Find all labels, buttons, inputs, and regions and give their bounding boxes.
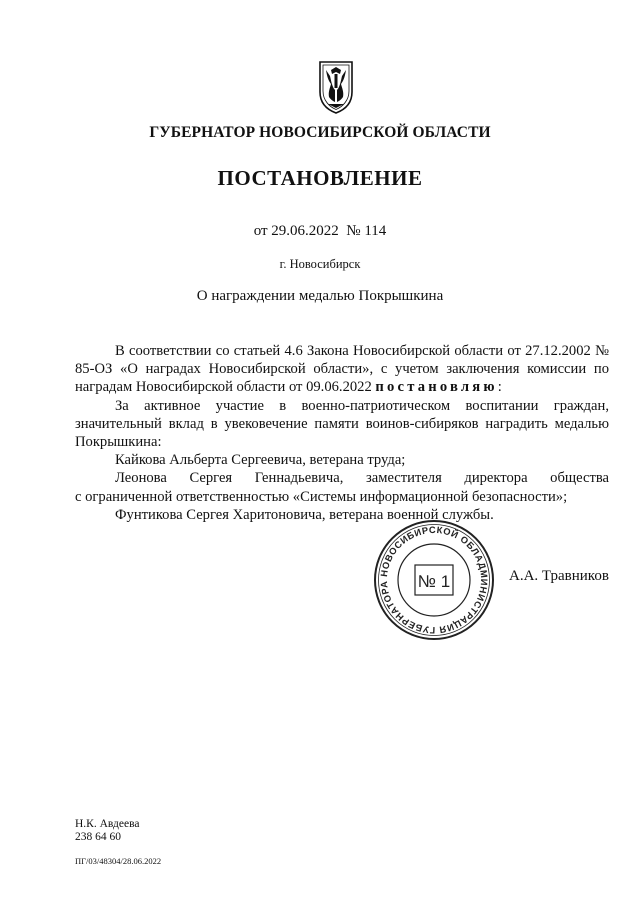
seal-ring-text: АДМИНИСТРАЦИЯ ГУБЕРНАТОРА НОВОСИБИРСКОЙ ОБЛАСТИ bbox=[378, 524, 490, 636]
awardee-1: Кайкова Альберта Сергеевича, ветерана труда; bbox=[115, 452, 406, 469]
signatory-name: А.А. Травников bbox=[509, 568, 609, 584]
executor-phone: 238 64 60 bbox=[75, 831, 121, 843]
issuing-authority: ГУБЕРНАТОР НОВОСИБИРСКОЙ ОБЛАСТИ bbox=[149, 124, 491, 141]
document-city: г. Новосибирск bbox=[279, 257, 361, 271]
awardee-3: Фунтикова Сергея Харитоновича, ветерана военной службы. bbox=[115, 506, 494, 523]
document-body bbox=[75, 342, 609, 524]
basis-end: : bbox=[497, 379, 502, 396]
official-stamp-seal bbox=[372, 518, 496, 642]
seal-center-number: № 1 bbox=[417, 572, 451, 591]
basis-paragraph bbox=[75, 342, 609, 397]
document-code: ПГ/03/48304/28.06.2022 bbox=[75, 856, 162, 866]
document-subject: О награждении медалью Покрышкина bbox=[196, 288, 444, 304]
award-reason-paragraph: За активное участие в военно-патриотическом воспитании граждан, значительный вклад в увековечение памяти воинов-сибиряков наградить медалью Покрышкина: bbox=[75, 397, 609, 451]
basis-text: В соответствии со статьей 4.6 Закона Новосибирской области от 27.12.2002 № 85-ОЗ «О наградах Новосибирской области», с учетом заключения комиссии по наградам Новосибирской области от 09.06.2022 bbox=[75, 343, 609, 396]
awardee-2-line-2: с ограниченной ответственностью «Системы информационной безопасности»; bbox=[75, 488, 568, 505]
awardee-2-line-1: Леонова Сергея Геннадьевича, заместителя директора общества bbox=[115, 470, 609, 487]
document-type-title: ПОСТАНОВЛЕНИЕ bbox=[217, 166, 423, 190]
document-date-number: от 29.06.2022 № 114 bbox=[253, 223, 387, 239]
executor-name: Н.К. Авдеева bbox=[75, 818, 140, 830]
coat-of-arms-icon bbox=[316, 60, 356, 114]
decree-keyword: постановляю bbox=[375, 379, 498, 396]
